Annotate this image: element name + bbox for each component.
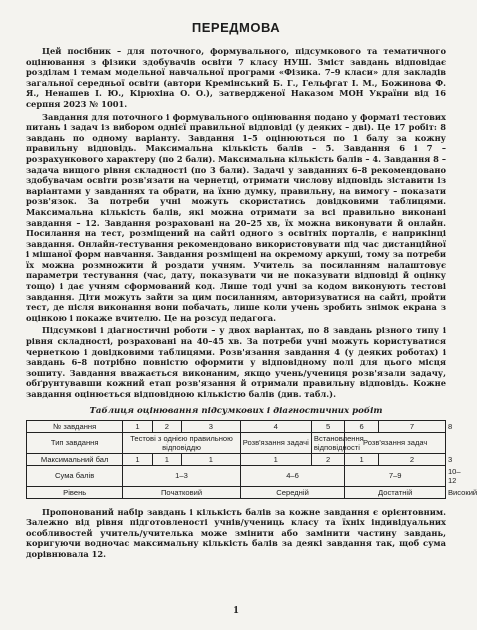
page-number: 1	[233, 604, 239, 616]
task-number: 5	[311, 420, 345, 432]
table-row-max-points	[27, 453, 446, 465]
max-point-cell: 1	[152, 453, 181, 465]
table-row-task-numbers	[27, 420, 446, 432]
sum-cell: 1–3	[123, 465, 240, 486]
table-row-task-types	[27, 432, 446, 453]
intro-paragraph: Цей посібник – для поточного, формувального, підсумкового та тематичного оцінювання з фізики здобувачів освіти 7 класу НУШ. Зміст завдань відповідає розділам і темам модельної навчальної програми «Фізика. 7–9 класи» для закладів загальної середньої освіти (автори Кремінський Б. Г., Гельфгат І. М., Божинова Ф. Я., Ненашев І. Ю., Кірюхіна О. О.), затвердженої Наказом МОН України від 16 серпня 2023 № 1001.	[26, 46, 446, 109]
table-row-sums	[27, 465, 446, 486]
max-point-cell: 1	[182, 453, 241, 465]
closing-paragraph: Пропонований набір завдань і кількість балів за кожне завдання є орієнтовним. Залежно від рівня підготовленості учнів/учениць класу та їхніх індивідуальних особливостей учитель/учителька може змінити або замінити частину завдань, коригуючи водночас максимальну кількість балів за деякі завдання так, щоб сума дорівнювала 12.	[26, 506, 446, 559]
task-type-cell: Тестові з однією правильною відповіддю	[123, 432, 240, 453]
row-label-type: Тип завдання	[27, 432, 123, 453]
max-point-cell: 2	[311, 453, 345, 465]
level-cell: Початковий	[123, 486, 240, 498]
row-label-max: Максимальний бал	[27, 453, 123, 465]
task-type-cell: Встановлення відповідності	[311, 432, 345, 453]
row-label-sum: Сума балів	[27, 465, 123, 486]
task-number: 4	[240, 420, 311, 432]
task-type-cell: Розв'язання задачі	[240, 432, 311, 453]
max-point-cell: 1	[123, 453, 152, 465]
table-row-levels	[27, 486, 446, 498]
sum-cell: 7–9	[345, 465, 446, 486]
page-title: ПЕРЕДМОВА	[191, 20, 281, 35]
max-point-cell: 2	[378, 453, 445, 465]
task-number: 3	[182, 420, 241, 432]
task-type-cell: Розв'язання задач	[345, 432, 446, 453]
task-number: 1	[123, 420, 152, 432]
max-point-cell: 1	[240, 453, 311, 465]
task-number: 7	[378, 420, 445, 432]
task-number: 2	[152, 420, 181, 432]
current-assessment-paragraph: Завдання для поточного і формувального оцінювання подано у форматі тестових питань і задач із вибором однієї правильної відповіді (у деяких – дві). Це 17 робіт: 8 завдань по одному варіанту. Завдання 1–5 оцінюються по 1 балу за кожну правильну відповідь. Максимальна кількість балів – 5. Завдання 6 і 7 – розрахункового характеру (по 2 бали). Максимальна кількість балів – 4. Завдання 8 – задача вищого рівня складності (по 3 бали). Задачі у завданнях 6–8 рекомендовано здобувачам освіти розв'язати на чернетці, отримати числову відповідь зіставити із варіантами у завданнях та обрати, на їхню думку, правильну, на вимогу – показати розв'язок. За потреби учні можуть скористатись довідковими таблицями. Максимальна кількість балів, які можна отримати за всі правильно виконані завдання – 12. Завдання розраховані на 20–25 хв, їх можна виконувати й онлайн. Посилання на тест, розміщений на сайті одного з освітніх порталів, є наприкінці завдання. Онлайн-тестування рекомендовано використовувати під час дистанційної і мішаної форм навчання. Завдання розміщені на окремому аркуші, тому за потреби їх можна розмножити й роздати учням. Учитель за посиланням налаштовує параметри тестування (час, дату, показувати чи не показувати відповіді й оцінку тощо) і дає учням сформований код. Лише тоді учні за кодом виконують тестові завдання. Діти можуть зайти за цим посиланням, авторизуватися на сайті, пройти тест, де після виконання вони побачать, лише коли учень зробить знімок екрана з оцінкою і покаже вчителю. Це на розсуд педагога.	[26, 111, 446, 323]
row-label-level: Рівень	[27, 486, 123, 498]
task-number: 6	[345, 420, 379, 432]
row-label-task-no: № завдання	[27, 420, 123, 432]
level-cell: Достатній	[345, 486, 446, 498]
max-point-cell: 1	[345, 453, 379, 465]
grading-table	[26, 420, 477, 499]
final-assessment-paragraph: Підсумкові і діагностичні роботи – у двох варіантах, по 8 завдань різного типу і рівня складності, розраховані на 40–45 хв. За потреби учні можуть користуватися чернеткою і довідковими таблицями. Розв'язання завдання 4 (у деяких роботах) і завдань 6–8 потрібно повністю оформити у відповідному полі для цього місця зошиту. Завдання вважається виконаним, якщо учень/учениця розв'язали задачу, обґрунтувавши кожний етап розв'язання й отримали правильну відповідь. Кожне завдання оцінюється відповідною кількістю балів (див. табл.).	[26, 325, 446, 399]
table-title: Таблиця оцінювання підсумкових і діагностичних робіт	[89, 405, 383, 416]
level-cell: Середній	[240, 486, 345, 498]
sum-cell: 4–6	[240, 465, 345, 486]
